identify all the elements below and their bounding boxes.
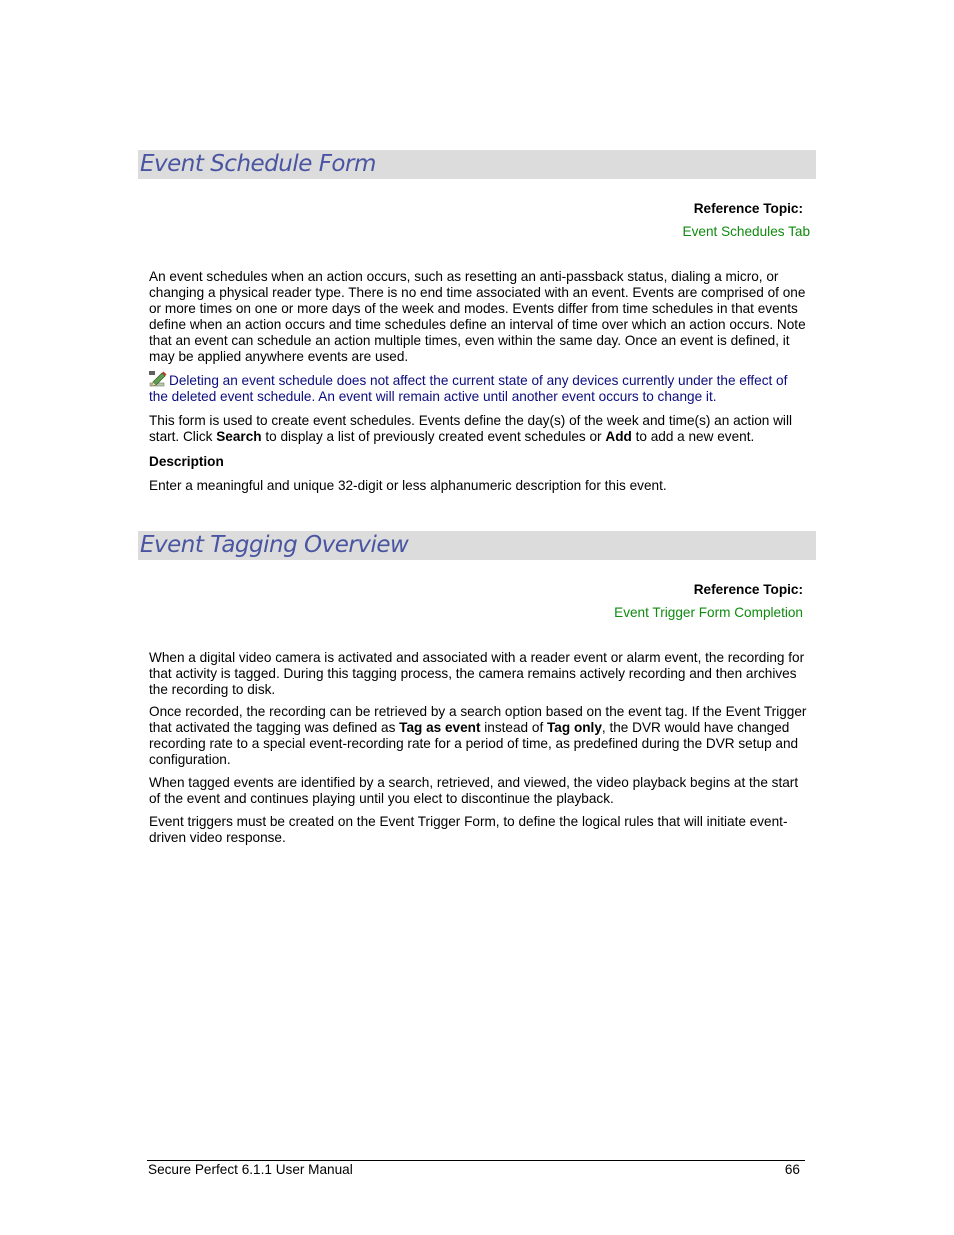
reference-link-event-schedules-tab[interactable]: Event Schedules Tab [682, 224, 810, 239]
description-heading [149, 454, 809, 470]
description-heading-text: Description [149, 454, 224, 469]
text-run: Once recorded, the recording can be retrieved by a search option based on the event tag. If the Event Trigger that activated the tagging was defined as [149, 704, 807, 735]
section-header-event-tagging-overview [138, 531, 816, 560]
section-title: Event Tagging Overview [140, 532, 409, 558]
body-paragraph: An event schedules when an action occurs, such as resetting an anti-passback status, dialing a micro, or changing a physical reader type. There is no end time associated with an event. Events are comprised of one or more times on one or more days of the week and modes. Events differ from time schedules in that events define when an action occurs and time schedules define an interval of time over which an action occurs. Note that an event can schedule an action multiple times, even within the same day. Once an event is defined, it may be applied anywhere events are used. [149, 269, 806, 364]
note-paragraph [149, 371, 809, 405]
text-run: instead of [480, 720, 548, 735]
text-run: This form is used to create event schedules. Events define the day(s) of the week and time(s) an action will start. Click [149, 413, 792, 444]
text-run: to add a new event. [631, 429, 755, 444]
tag-only-term: Tag only [547, 720, 602, 735]
reference-link-event-trigger-form-completion[interactable]: Event Trigger Form Completion [614, 605, 803, 620]
description-text: Enter a meaningful and unique 32-digit or less alphanumeric description for this event. [149, 478, 667, 493]
text-run: , the DVR would have changed recording rate to a special event-recording rate for a period of time, as predefined during the DVR setup and configuration. [149, 720, 799, 767]
body-paragraph: When a digital video camera is activated and associated with a reader event or alarm event, the recording for that activity is tagged. During this tagging process, the camera remains actively recording and then archives the recording to disk. [149, 650, 805, 697]
body-paragraph: Event triggers must be created on the Event Trigger Form, to define the logical rules that will initiate event-driven video response. [149, 814, 788, 845]
form-usage-paragraph [149, 413, 809, 445]
reference-topic-label: Reference Topic: [693, 582, 803, 597]
add-term: Add [605, 429, 632, 444]
note-text: Deleting an event schedule does not affect the current state of any devices currently under the effect of the deleted event schedule. An event will remain active until another event occurs to change it. [149, 373, 788, 404]
text-run: to display a list of previously created event schedules or [261, 429, 606, 444]
search-term: Search [216, 429, 262, 444]
body-paragraph: When tagged events are identified by a search, retrieved, and viewed, the video playback begins at the start of the event and continues playing until you elect to discontinue the playback. [149, 775, 799, 806]
footer-page-number: 66 [784, 1162, 800, 1177]
pencil-note-icon [149, 371, 167, 387]
tag-as-event-term: Tag as event [399, 720, 481, 735]
footer-rule [147, 1160, 805, 1161]
section-title: Event Schedule Form [140, 151, 376, 177]
footer-manual-title: Secure Perfect 6.1.1 User Manual [148, 1162, 353, 1177]
section-header-event-schedule-form [138, 150, 816, 179]
tag-mode-paragraph [149, 704, 809, 768]
reference-topic-label: Reference Topic: [693, 201, 803, 216]
